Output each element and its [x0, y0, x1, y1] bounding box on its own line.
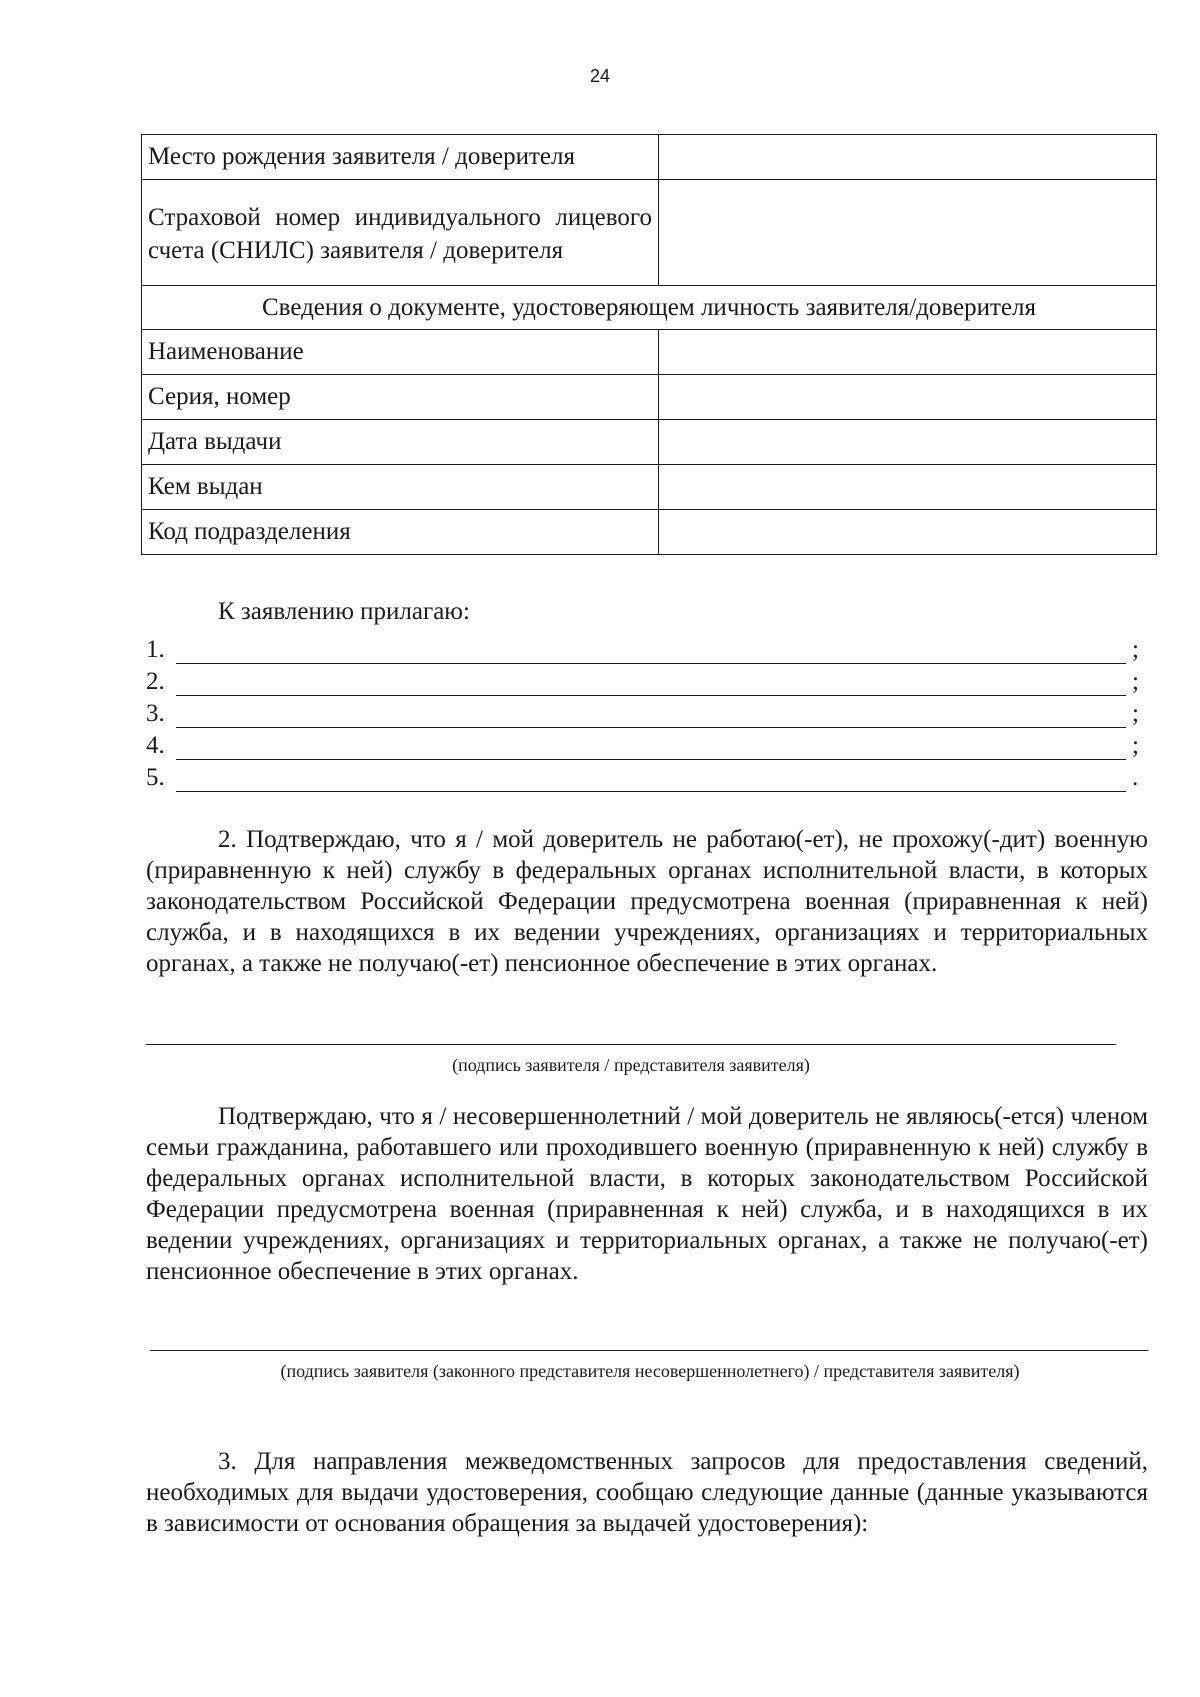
doc-series-value-cell[interactable]	[659, 375, 1157, 420]
birth-place-label: Место рождения заявителя / доверителя	[142, 135, 659, 180]
attachment-number: 1.	[146, 636, 165, 663]
attachment-blank-line[interactable]	[176, 641, 1126, 664]
doc-issue-date-value-cell[interactable]	[659, 420, 1157, 465]
table-row-document-section	[142, 286, 1157, 330]
table-row-doc-issue-date	[142, 420, 1157, 465]
attachment-terminator: ;	[1132, 732, 1139, 759]
doc-series-label: Серия, номер	[142, 375, 659, 420]
signature-line-applicant[interactable]	[146, 1044, 1116, 1045]
table-row-birth-place	[142, 135, 1157, 180]
attachment-terminator: .	[1132, 764, 1139, 791]
signature-caption-applicant: (подпись заявителя / представителя заявителя)	[452, 1055, 810, 1075]
document-section-title: Сведения о документе, удостоверяющем личность заявителя/доверителя	[142, 286, 1157, 330]
attachment-item	[146, 728, 1146, 760]
attachment-number: 2.	[146, 668, 165, 695]
paragraph-family-confirmation: Подтверждаю, что я / несовершеннолетний / мой доверитель не являюсь(-ется) членом семьи гражданина, работавшего или проходившего военную (приравненную к ней) службу в федеральных органах исполнительной власти, в которых законодательством Российской Федерации предусмотрена военная (приравненная к ней) служба, и в находящихся в их ведении учреждениях, организациях и территориальных органах, а также не получаю(-ет) пенсионное обеспечение в этих органах.	[146, 1103, 1148, 1285]
attachment-item	[146, 696, 1146, 728]
attachments-list	[146, 632, 1146, 792]
doc-issue-date-label: Дата выдачи	[142, 420, 659, 465]
doc-issuer-value-cell[interactable]	[659, 465, 1157, 510]
doc-division-code-label: Код подразделения	[142, 510, 659, 555]
doc-division-code-value-cell[interactable]	[659, 510, 1157, 555]
table-row-snils	[142, 180, 1157, 286]
signature-line-guardian[interactable]	[150, 1350, 1148, 1351]
attachment-terminator: ;	[1132, 700, 1139, 727]
attachment-blank-line[interactable]	[176, 705, 1126, 728]
doc-issuer-label: Кем выдан	[142, 465, 659, 510]
table-row-doc-issuer	[142, 465, 1157, 510]
attachment-item	[146, 632, 1146, 664]
attachment-number: 5.	[146, 764, 165, 791]
attachment-blank-line[interactable]	[176, 737, 1126, 760]
birth-place-value-cell[interactable]	[659, 135, 1157, 180]
attachments-title: К заявлению прилагаю:	[218, 598, 470, 625]
doc-name-label: Наименование	[142, 330, 659, 375]
attachment-item	[146, 760, 1146, 792]
paragraph-2-confirmation: 2. Подтверждаю, что я / мой доверитель не работаю(-ет), не прохожу(-дит) военную (приравненную к ней) службу в федеральных органах исполнительной власти, в которых законодательством Российской Федерации предусмотрена военная (приравненная к ней) служба, и в находящихся в их ведении учреждениях, организациях и территориальных органах, а также не получаю(-ет) пенсионное обеспечение в этих органах.	[146, 826, 1148, 977]
attachment-terminator: ;	[1132, 636, 1139, 663]
paragraph-3-interagency: 3. Для направления межведомственных запросов для предоставления сведений, необходимых для выдачи удостоверения, сообщаю следующие данные (данные указываются в зависимости от основания обращения за выдачей удостоверения):	[146, 1448, 1148, 1537]
table-row-doc-division-code	[142, 510, 1157, 555]
table-row-doc-name	[142, 330, 1157, 375]
doc-name-value-cell[interactable]	[659, 330, 1157, 375]
attachment-item	[146, 664, 1146, 696]
attachment-blank-line[interactable]	[176, 673, 1126, 696]
applicant-info-table	[141, 134, 1157, 555]
table-row-doc-series	[142, 375, 1157, 420]
attachment-number: 3.	[146, 700, 165, 727]
attachment-terminator: ;	[1132, 668, 1139, 695]
snils-value-cell[interactable]	[659, 180, 1157, 286]
page-number: 24	[589, 66, 611, 86]
signature-caption-guardian: (подпись заявителя (законного представителя несовершеннолетнего) / представителя заявителя)	[280, 1361, 1020, 1381]
attachment-number: 4.	[146, 732, 165, 759]
snils-label: Страховой номер индивидуального лицевого счета (СНИЛС) заявителя / доверителя	[142, 180, 659, 286]
attachment-blank-line[interactable]	[176, 769, 1126, 792]
